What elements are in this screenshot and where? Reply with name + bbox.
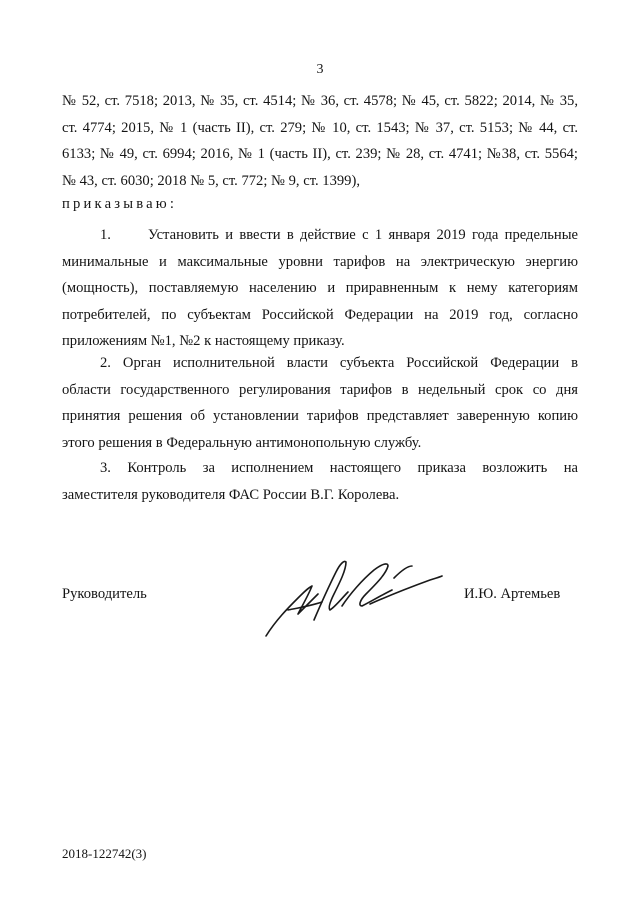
item-3-line: заместителя руководителя ФАС России В.Г. Королева. bbox=[62, 486, 400, 503]
item-3-line: 3. Контроль за исполнением настоящего приказа возложить на bbox=[100, 460, 578, 476]
signatory-role: Руководитель bbox=[62, 586, 147, 602]
document-code: 2018-122742(3) bbox=[62, 846, 147, 861]
item-1-line: приложениям №1, №2 к настоящему приказу. bbox=[62, 333, 345, 349]
item-1-first-line bbox=[62, 222, 578, 249]
intro-line: № 43, ст. 6030; 2018 № 5, ст. 772; № 9, ст. 1399), bbox=[62, 172, 360, 189]
item-1-line: Установить и ввести в действие с 1 января 2019 года предельные bbox=[148, 227, 578, 243]
intro-line: № 52, ст. 7518; 2013, № 35, ст. 4514; № 36, ст. 4578; № 45, ст. 5822; 2014, № 35, bbox=[62, 93, 578, 109]
intro-paragraph bbox=[62, 88, 578, 194]
item-2-line: принятия решения об установлении тарифов представляет заверенную копию bbox=[62, 408, 578, 424]
intro-line: ст. 4774; 2015, № 1 (часть II), ст. 279; № 10, ст. 1543; № 37, ст. 5153; № 44, ст. bbox=[62, 119, 578, 136]
item-1-line: (мощность), поставляемую населению и приравненным к нему категориям bbox=[62, 280, 578, 296]
item-1-line: потребителей, по субъектам Российской Федерации на 2019 год, согласно bbox=[62, 306, 578, 323]
page-number: 3 bbox=[316, 62, 324, 77]
item-2-line: области государственного регулирования тарифов в недельный срок со дня bbox=[62, 381, 578, 398]
item-1-paragraph bbox=[62, 222, 578, 355]
signatory-name: И.Ю. Артемьев bbox=[464, 586, 561, 602]
item-1-line: минимальные и максимальные уровни тарифов на электрическую энергию bbox=[62, 253, 578, 270]
item-2-line: 2. Орган исполнительной власти субъекта Российской Федерации в bbox=[100, 355, 578, 371]
handwritten-signature bbox=[258, 548, 448, 648]
item-1-number: 1. bbox=[100, 227, 111, 243]
item-3-paragraph bbox=[62, 455, 578, 508]
item-2-line: этого решения в Федеральную антимонопольную службу. bbox=[62, 434, 422, 451]
item-2-paragraph bbox=[62, 350, 578, 456]
intro-line: 6133; № 49, ст. 6994; 2016, № 1 (часть II), ст. 239; № 28, ст. 4741; №38, ст. 5564; bbox=[62, 146, 578, 162]
decree-word: приказываю: bbox=[62, 196, 178, 212]
